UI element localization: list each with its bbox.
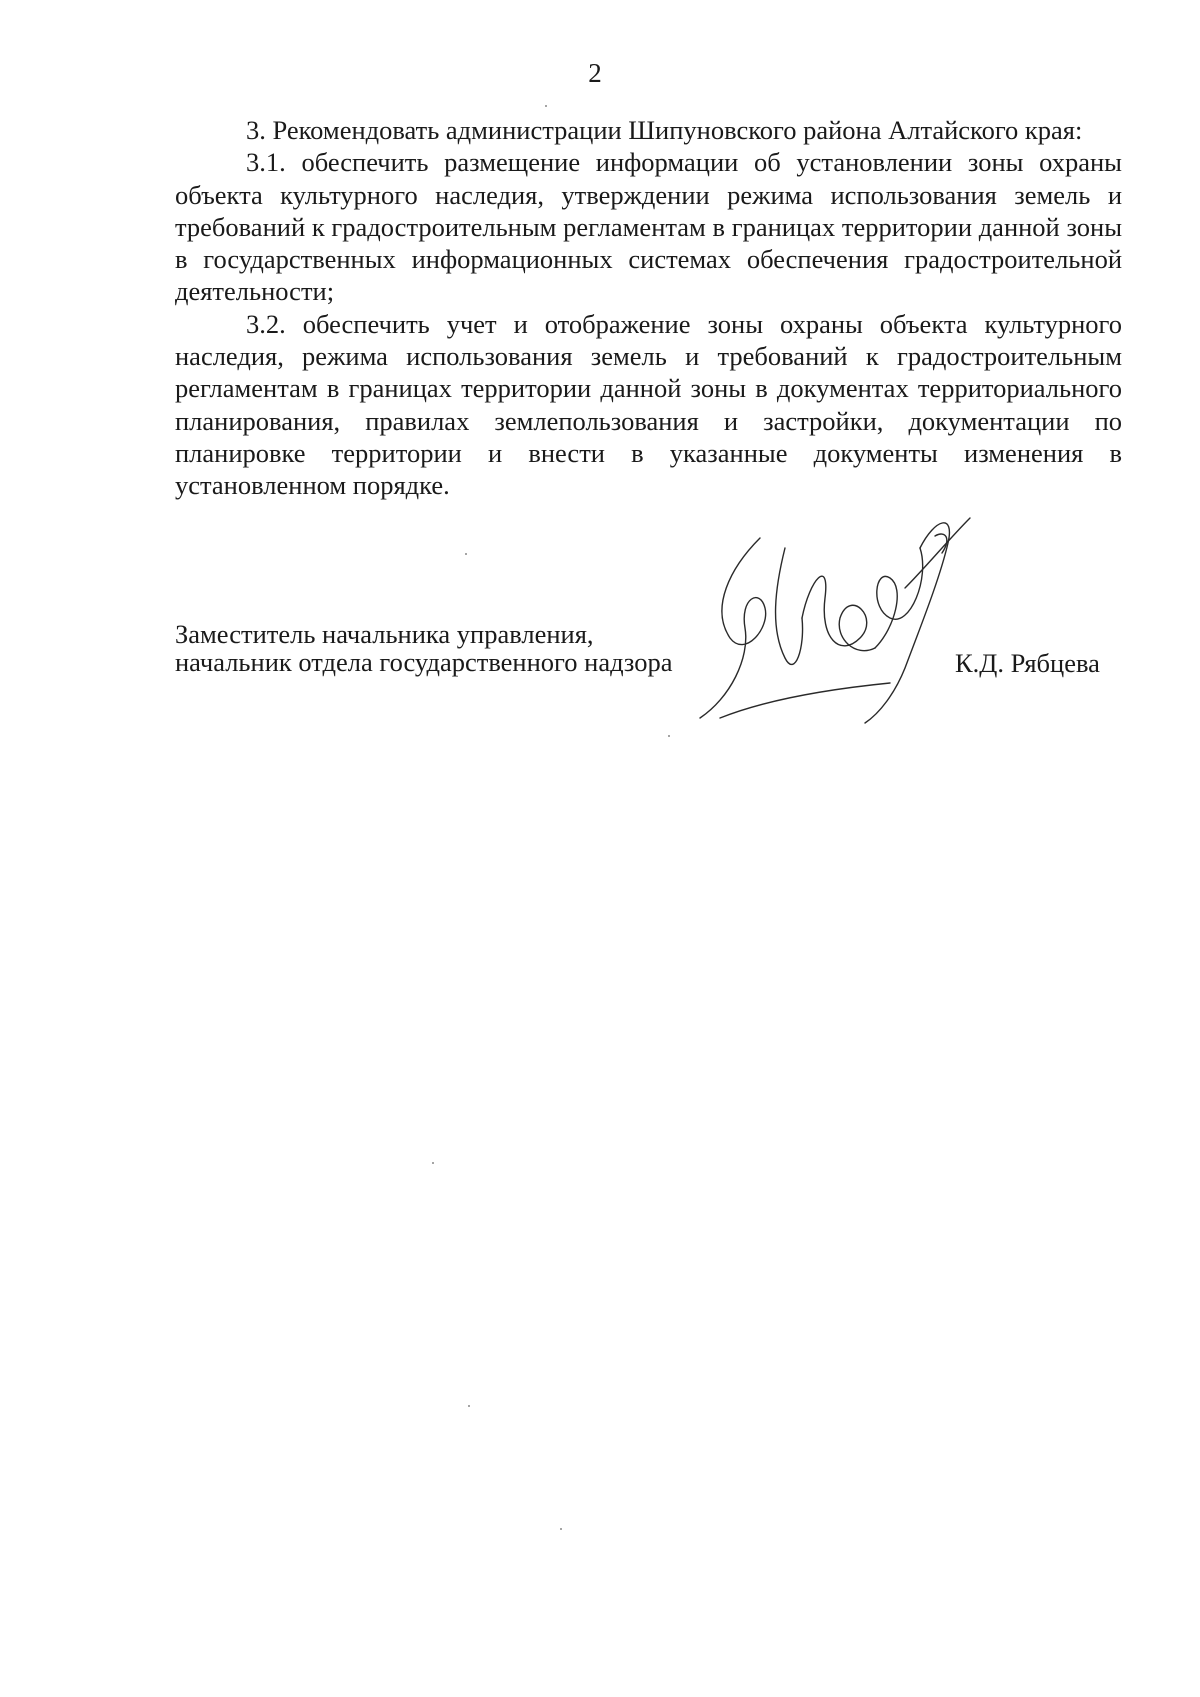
signer-position-line1: Заместитель начальника управления, (175, 619, 594, 649)
scan-speck (560, 1528, 562, 1530)
signer-position-line2: начальник отдела государственного надзора (175, 647, 673, 677)
paragraph-item-3-2: 3.2. обеспечить учет и отображение зоны охраны объекта культурного наследия, режима использования земель и требований к градостроительным регламентам в границах территории данной зоны в документах территориального планирования, правилах землепользования и застройки, документации по планировке территории и внести в указанные документы изменения в установленном порядке. (175, 308, 1122, 501)
signer-name: К.Д. Рябцева (955, 648, 1100, 678)
document-body (175, 114, 1122, 502)
scan-speck (468, 1405, 470, 1407)
handwritten-signature (690, 508, 1010, 728)
paragraph-item-3-1: 3.1. обеспечить размещение информации об установлении зоны охраны объекта культурного наследия, утверждении режима использования земель и требований к градостроительным регламентам в границах территории данной зоны в государственных информационных системах обеспечения градостроительной деятельности; (175, 147, 1122, 307)
scan-speck (432, 1162, 434, 1164)
signer-position (175, 620, 672, 676)
page-number: 2 (588, 58, 602, 88)
scan-speck (668, 735, 670, 737)
scan-speck (465, 553, 467, 555)
paragraph-item-3: 3. Рекомендовать администрации Шипуновского района Алтайского края: (246, 115, 1083, 145)
scan-speck (545, 105, 547, 107)
